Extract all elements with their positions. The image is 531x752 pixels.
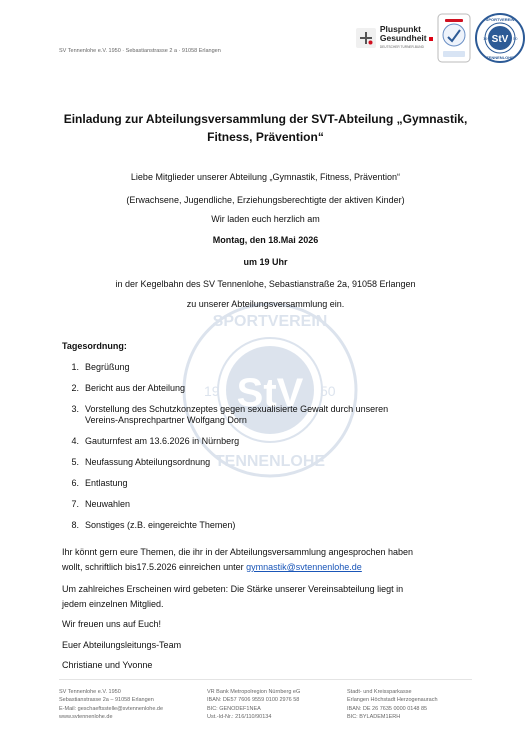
watermark-bottom-text: TENNENLOHE xyxy=(214,453,326,470)
title-line1: Einladung zur Abteilungsversammlung der SVT-Abteilung „Gymnastik, xyxy=(63,112,468,126)
agenda-item: 5. Neufassung Abteilungsordnung xyxy=(71,457,211,467)
agenda-item: 7. Neuwahlen xyxy=(71,499,131,509)
appeal-paragraph: Um zahlreiches Erscheinen wird gebeten: Die Stärke unserer Vereinsabteilung liegt in jedem einzelnen Mitglied. xyxy=(62,584,404,609)
intro-greeting: Liebe Mitglieder unserer Abteilung „Gymnastik, Fitness, Prävention“ xyxy=(130,172,401,182)
footer-club-info: SV Tennenlohe e.V. 1950 Sebastianstrasse 2a – 91058 Erlangen E-Mail: geschaeftsstelle@svtennenlohe.de www.svtennenlohe.de xyxy=(59,689,164,721)
agenda-item: 8. Sonstiges (z.B. eingereichte Themen) xyxy=(71,520,236,530)
sv-tennenlohe-badge-icon xyxy=(475,13,525,63)
closing-line: Wir freuen uns auf Euch! xyxy=(62,619,162,629)
meeting-time: um 19 Uhr xyxy=(243,257,288,267)
meeting-date: Montag, den 18.Mai 2026 xyxy=(212,235,319,245)
watermark-top-text: SPORTVEREIN xyxy=(212,313,328,330)
document-title xyxy=(40,110,491,146)
watermark-center-text: StV xyxy=(236,371,304,415)
red-square-icon xyxy=(429,37,433,41)
header-address: SV Tennenlohe e.V. 1950 · Sebastianstrasse 2 a · 91058 Erlangen xyxy=(59,48,221,54)
pluspunkt-sub: DEUTSCHER TURNER-BUND xyxy=(379,44,424,49)
pluspunkt-gesundheit-logo xyxy=(356,25,433,52)
footer-bank2-info: Stadt- und Kreissparkasse Erlangen Höchstadt Herzogenaurach IBAN: DE 26 7635 0000 0148 85 BIC: BYLADEM1ERH xyxy=(347,689,438,721)
pluspunkt-line2: Gesundheit xyxy=(379,32,427,43)
team-line: Euer Abteilungsleitungs-Team xyxy=(62,640,182,650)
agenda-item: 4. Gauturnfest am 13.6.2026 in Nürnberg xyxy=(71,436,240,446)
badge-center-text: StV xyxy=(491,34,509,45)
agenda-item: 2. Bericht aus der Abteilung xyxy=(71,383,186,393)
badge-top-text: SPORTVEREIN xyxy=(485,17,515,22)
email-link[interactable]: gymnastik@svtennenlohe.de xyxy=(246,562,362,572)
agenda-item: 6. Entlastung xyxy=(71,478,128,488)
footer-divider xyxy=(59,679,472,680)
agenda-item: 1. Begrüßung xyxy=(71,362,130,372)
themes-paragraph: Ihr könnt gern eure Themen, die ihr in der Abteilungsversammlung angesprochen haben wollt, schriftlich bis17.5.2026 einreichen unter gymnastik@svtennenlohe.de xyxy=(62,547,414,572)
watermark-year-right: 50 xyxy=(320,383,336,399)
intro-invite: Wir laden euch herzlich am xyxy=(211,214,320,224)
badge-year-left: 19 xyxy=(483,36,488,41)
agenda-item: 3. Vorstellung des Schutzkonzeptes gegen sexualisierte Gewalt durch unseren Vereins-Ansprechpartner Wolfgang Dorn xyxy=(71,404,389,425)
agenda-heading: Tagesordnung: xyxy=(62,341,127,351)
signature-names: Christiane und Yvonne xyxy=(62,660,153,670)
intro-audience: (Erwachsene, Jugendliche, Erziehungsberechtigte der aktiven Kinder) xyxy=(126,195,405,205)
title-line2: Fitness, Prävention“ xyxy=(207,130,324,144)
pluspunkt-icon xyxy=(356,28,376,48)
meeting-purpose: zu unserer Abteilungsversammlung ein. xyxy=(186,299,345,309)
quality-badge-icon xyxy=(437,13,471,63)
agenda-list xyxy=(62,362,482,541)
meeting-location: in der Kegelbahn des SV Tennenlohe, Sebastianstraße 2a, 91058 Erlangen xyxy=(115,279,416,289)
header-logos xyxy=(356,12,525,64)
badge-year-right: 50 xyxy=(513,36,518,41)
badge-bottom-text: TENNENLOHE xyxy=(486,55,514,60)
footer-bank1-info: VR Bank Metropolregion Nürnberg eG IBAN: DE57 7606 9559 0100 2976 58 BIC: GENODEF1NEA Ust.-Id-Nr.: 216/110/90134 xyxy=(207,689,301,721)
pluspunkt-line1: Pluspunkt xyxy=(379,23,421,34)
watermark-year-left: 19 xyxy=(204,383,220,399)
